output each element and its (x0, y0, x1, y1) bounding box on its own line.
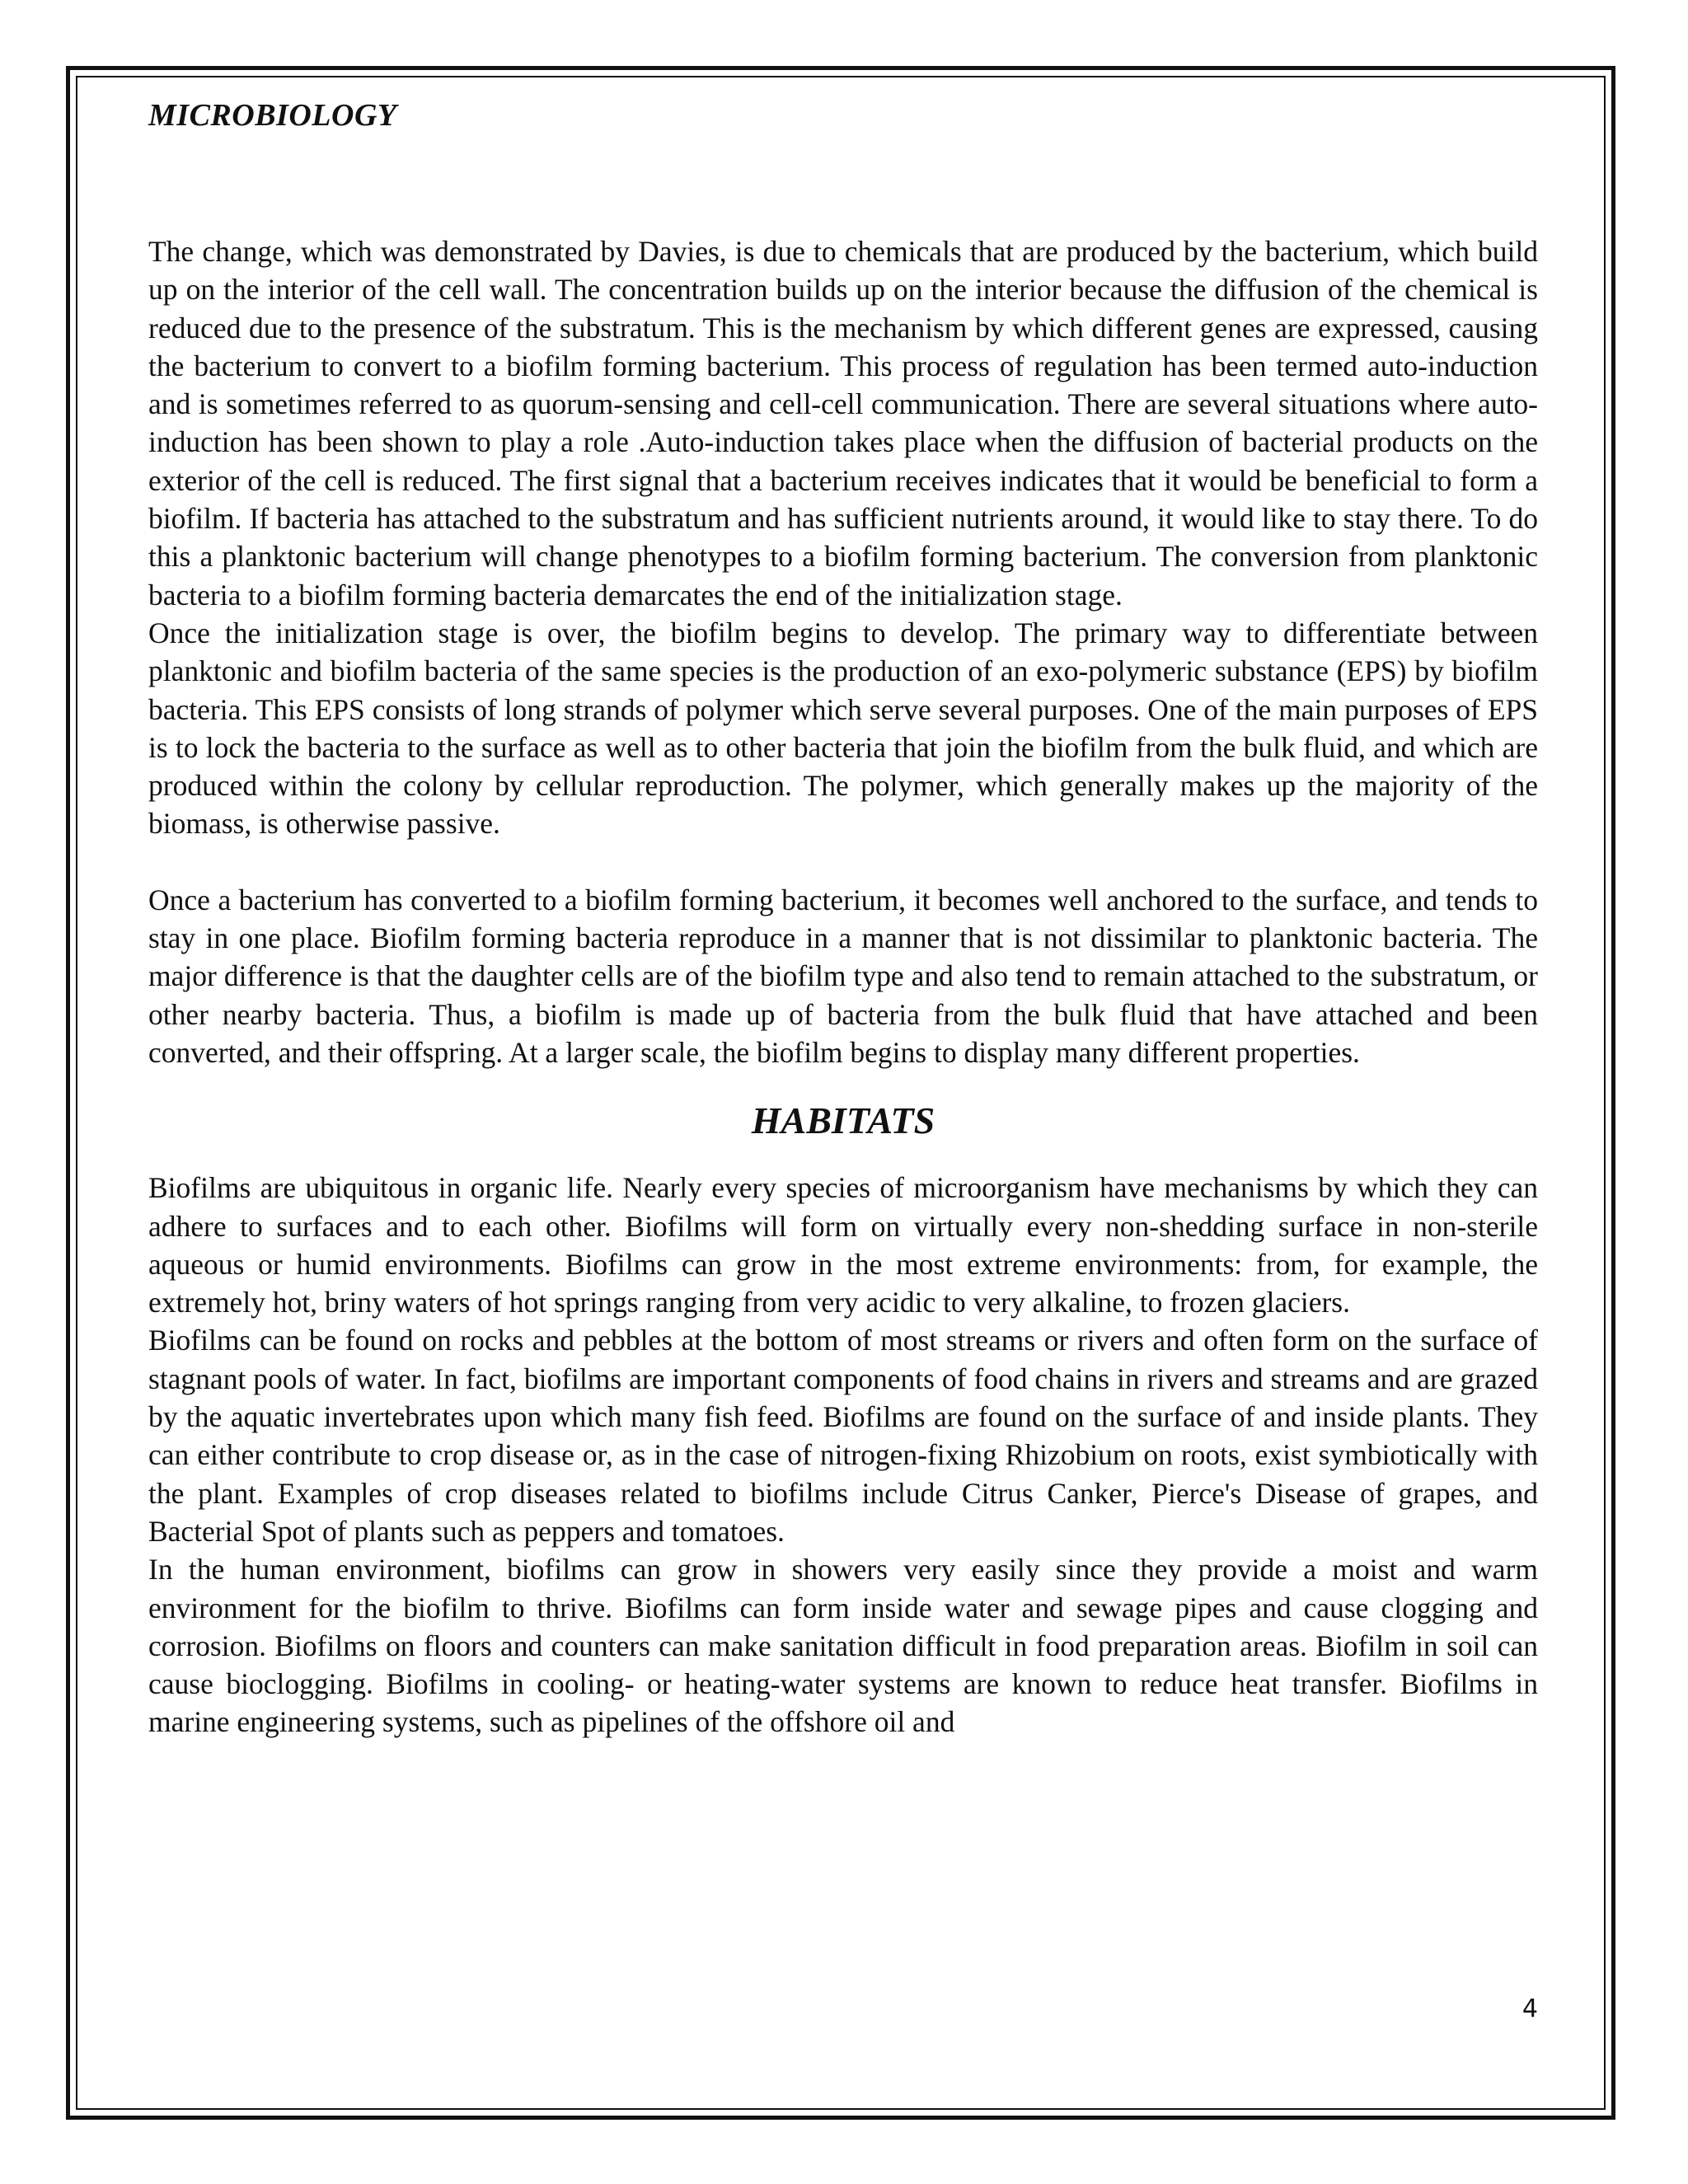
section-title-habitats: HABITATS (751, 1099, 935, 1142)
page-body (148, 232, 1538, 1741)
paragraph-davies-change: The change, which was demonstrated by Davies, is due to chemicals that are produced by the bacterium, which build up on the interior of the cell wall. The concentration builds up on the interior because the diffusion of the chemical is reduced due to the presence of the substratum. This is the mechanism by which different genes are expressed, causing the bacterium to convert to a biofilm forming bacterium. This process of regulation has been termed auto-induction and is sometimes referred to as quorum-sensing and cell-cell communication. There are several situations where auto-induction has been shown to play a role .Auto-induction takes place when the diffusion of bacterial products on the exterior of the cell is reduced. The first signal that a bacterium receives indicates that it would be beneficial to form a biofilm. If bacteria has attached to the substratum and has sufficient nutrients around, it would like to stay there. To do this a planktonic bacterium will change phenotypes to a biofilm forming bacterium. The conversion from planktonic bacteria to a biofilm forming bacteria demarcates the end of the initialization stage. (148, 235, 1538, 612)
page-number: 4 (1522, 1994, 1538, 2023)
running-header: MICROBIOLOGY (148, 98, 397, 133)
paragraph-habitats-human-environment: In the human environment, biofilms can grow in showers very easily since they provide a moist and warm environment for the biofilm to thrive. Biofilms can form inside water and sewage pipes and cause clogging and corrosion. Biofilms on floors and counters can make sanitation difficult in food preparation areas. Biofilm in soil can cause bioclogging. Biofilms in cooling- or heating-water systems are known to reduce heat transfer. Biofilms in marine engineering systems, such as pipelines of the offshore oil and (148, 1553, 1538, 1739)
paragraph-biofilm-reproduction: Once a bacterium has converted to a biofilm forming bacterium, it becomes well anchored to the surface, and tends to stay in one place. Biofilm forming bacteria reproduce in a manner that is not dissimilar to planktonic bacteria. The major difference is that the daughter cells are of the biofilm type and also tend to remain attached to the substratum, or other nearby bacteria. Thus, a biofilm is made up of bacteria from the bulk fluid that have attached and been converted, and their offspring. At a larger scale, the biofilm begins to display many different properties. (148, 883, 1538, 1069)
paragraph-habitats-ubiquitous: Biofilms are ubiquitous in organic life. Nearly every species of microorganism have mechanisms by which they can adhere to surfaces and to each other. Biofilms will form on virtually every non-shedding surface in non-sterile aqueous or humid environments. Biofilms can grow in the most extreme environments: from, for example, the extremely hot, briny waters of hot springs ranging from very acidic to very alkaline, to frozen glaciers. (148, 1171, 1538, 1319)
paragraph-biofilm-development: Once the initialization stage is over, the biofilm begins to develop. The primary way to differentiate between planktonic and biofilm bacteria of the same species is the production of an exo-polymeric substance (EPS) by biofilm bacteria. This EPS consists of long strands of polymer which serve several purposes. One of the main purposes of EPS is to lock the bacteria to the surface as well as to other bacteria that join the biofilm from the bulk fluid, and which are produced within the colony by cellular reproduction. The polymer, which generally makes up the majority of the biomass, is otherwise passive. (148, 616, 1538, 841)
paragraph-habitats-streams-plants: Biofilms can be found on rocks and pebbles at the bottom of most streams or rivers and often form on the surface of stagnant pools of water. In fact, biofilms are important components of food chains in rivers and streams and are grazed by the aquatic invertebrates upon which many fish feed. Biofilms are found on the surface of and inside plants. They can either contribute to crop disease or, as in the case of nitrogen-fixing Rhizobium on roots, exist symbiotically with the plant. Examples of crop diseases related to biofilms include Citrus Canker, Pierce's Disease of grapes, and Bacterial Spot of plants such as peppers and tomatoes. (148, 1324, 1538, 1548)
